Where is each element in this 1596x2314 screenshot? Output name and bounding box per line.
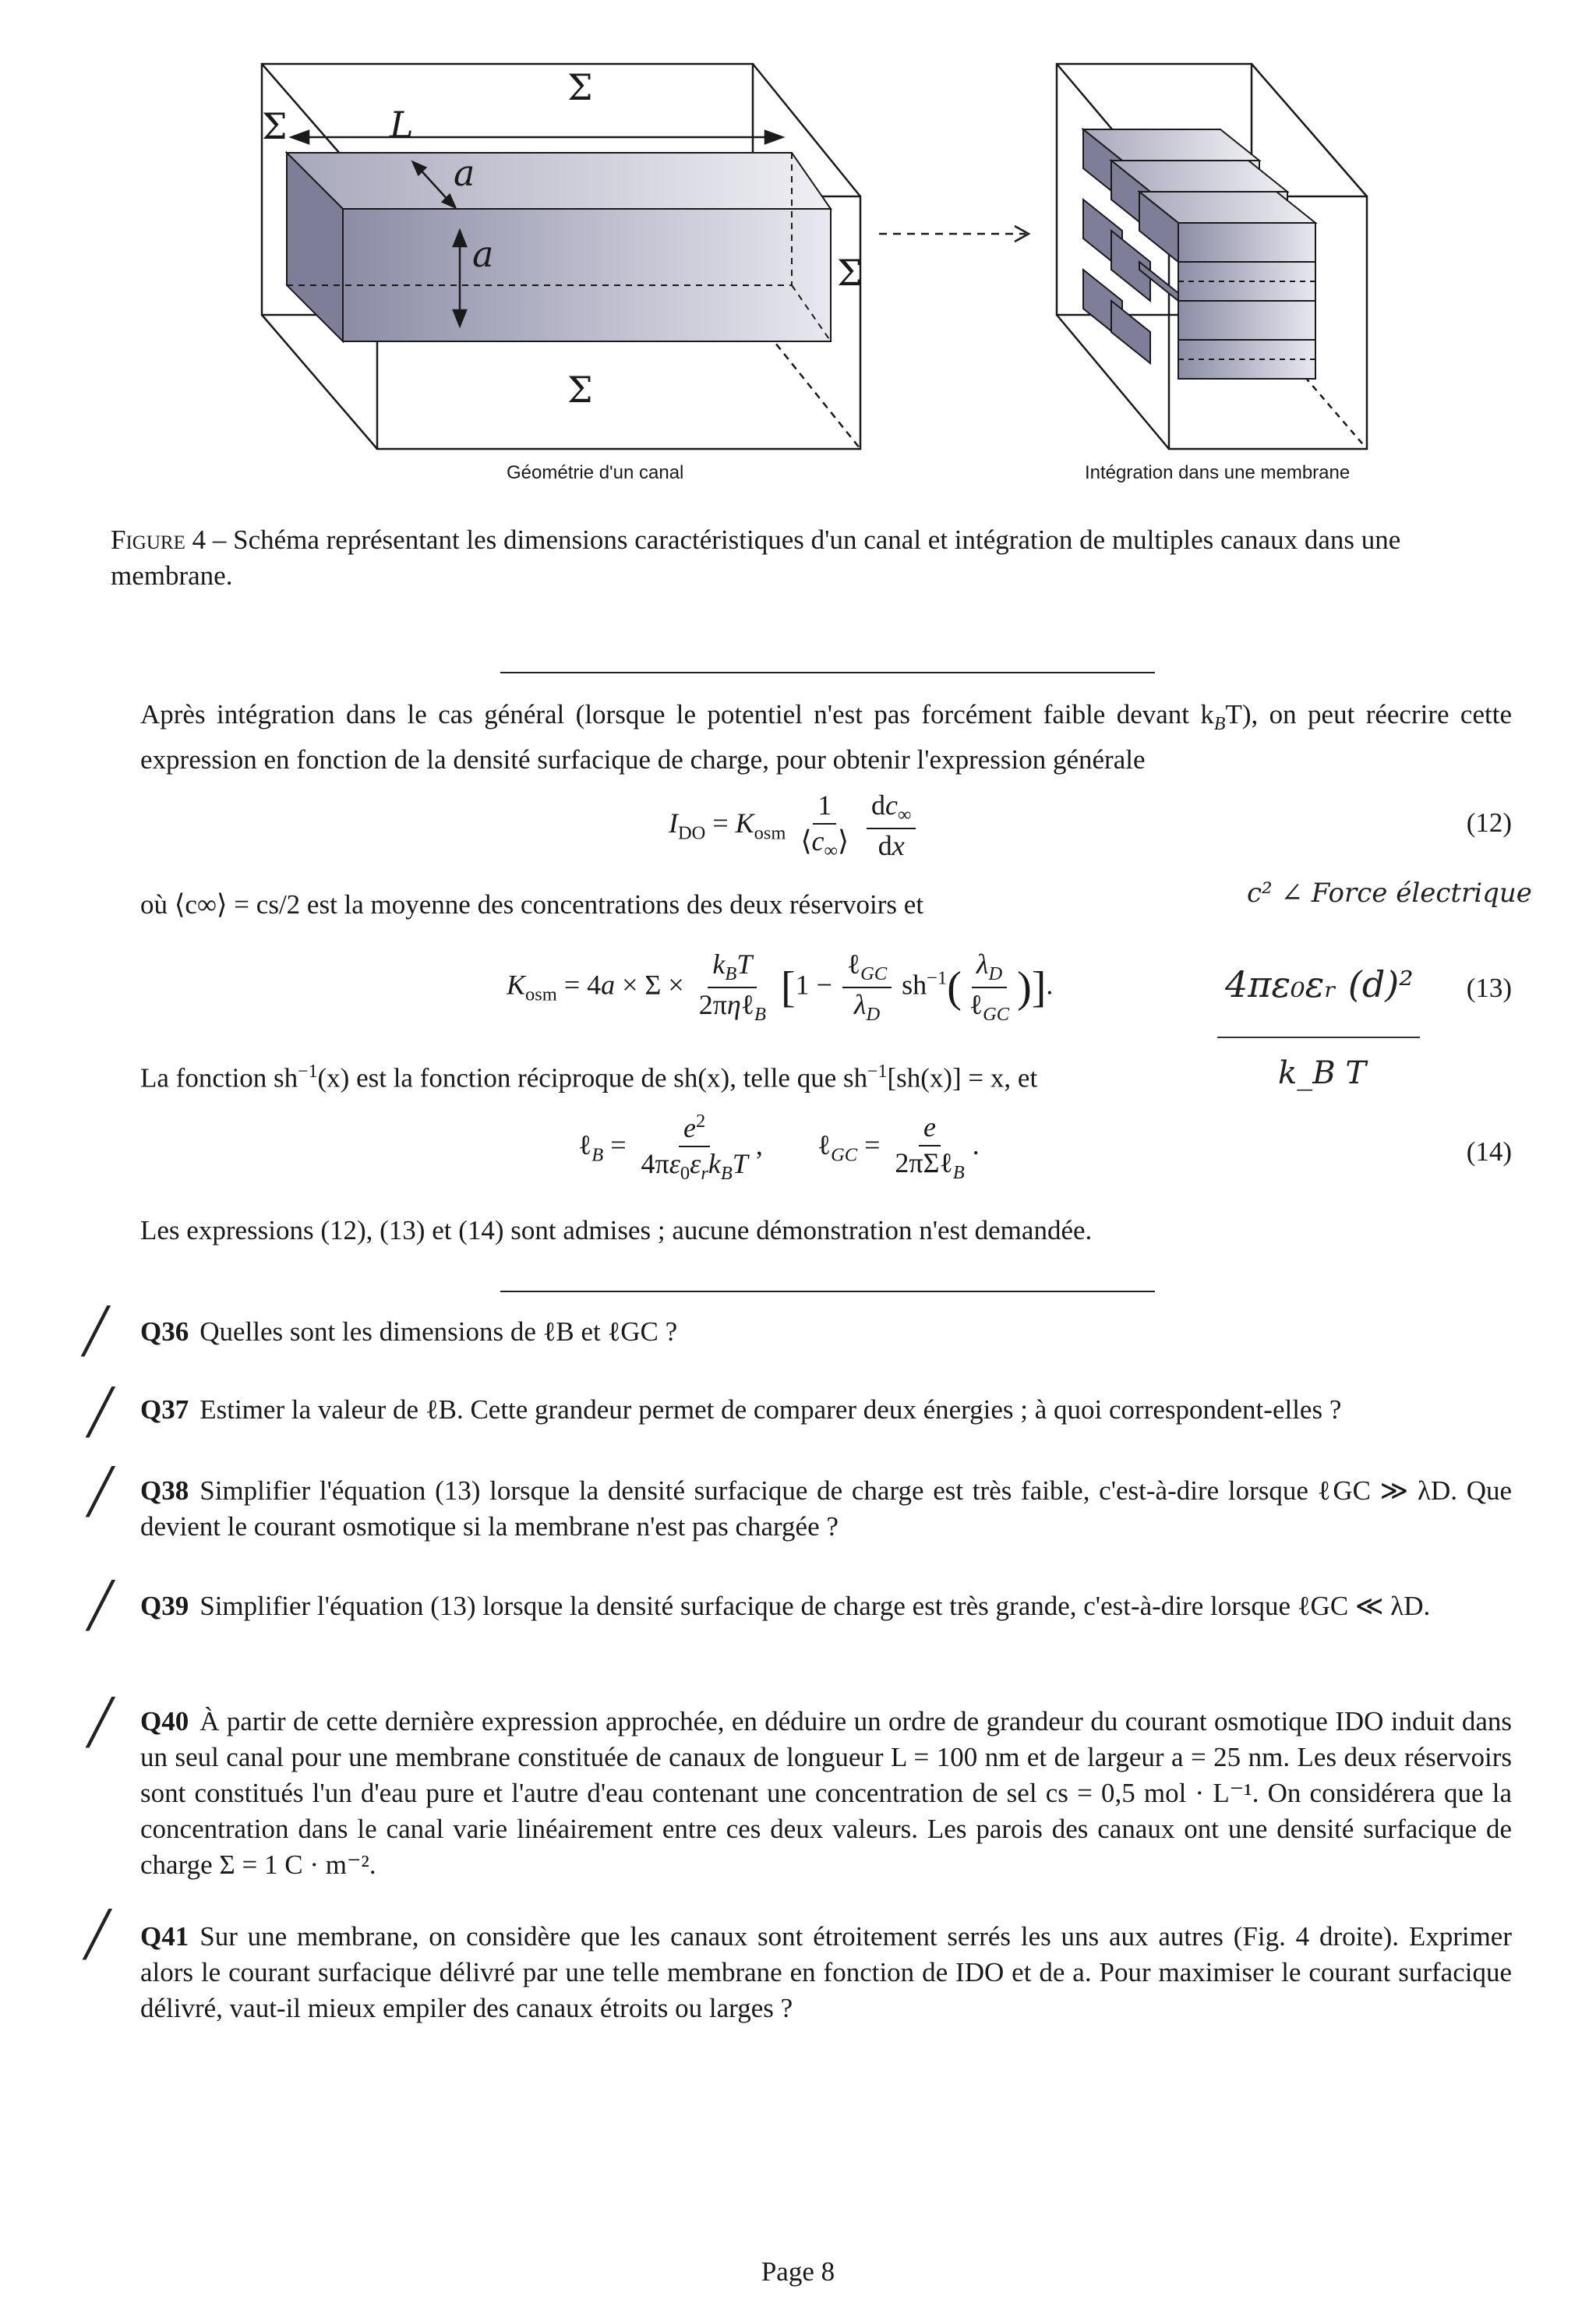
question-id: Q39 bbox=[140, 1591, 189, 1621]
separator-bottom bbox=[500, 1291, 1155, 1292]
question-q36 bbox=[140, 1314, 1512, 1350]
check-mark-q40: ╱ bbox=[87, 1698, 114, 1748]
question-id: Q40 bbox=[140, 1706, 189, 1736]
length-arrow bbox=[291, 131, 782, 143]
equation-13-number: (13) bbox=[1466, 973, 1512, 1003]
question-id: Q36 bbox=[140, 1316, 189, 1347]
sh-definition-line: La fonction $sh^{-1}(x)$ est la fonction réciproque de sh(x), telle que $sh^{-1}[sh(x)] = x$, et bbox=[140, 1062, 1038, 1093]
stacked-channels bbox=[1083, 129, 1315, 379]
equation-14: ℓ$_B$ = $\frac{e^2}{4\pi\varepsilon_0\varepsilon_rk_BT}$ , ℓ$_{GC}$ = $\frac{e}{2\pi\Sigma\ell_B}$ . bbox=[578, 1111, 980, 1184]
intro-paragraph: Après intégration dans le cas général (lorsque le potentiel n'est pas forcément faible devant $k_BT$), on peut réecrire cette expression en fonction de la densité surfacique de charge, pour obtenir l'expression générale bbox=[140, 699, 1512, 775]
question-text: Estimer la valeur de ℓB. Cette grandeur permet de comparer deux énergies ; à quoi correspondent-elles ? bbox=[200, 1394, 1342, 1425]
question-text: Sur une membrane, on considère que les canaux sont étroitement serrés les uns aux autres (Fig. 4 droite). Exprimer alors le courant surfacique délivré par une telle membrane en fonction de IDO et de a. Pour maximiser le courant surfacique délivré, vaut-il mieux empiler des canaux étroits ou larges ? bbox=[140, 1921, 1512, 2023]
handwritten-note-top: c² ∠ Force électrique bbox=[1247, 878, 1532, 909]
handwritten-note-mid: 4πε₀εᵣ (d)² bbox=[1225, 963, 1414, 1005]
sigma-label-top: Σ bbox=[567, 66, 593, 108]
question-text: Simplifier l'équation (13) lorsque la densité surfacique de charge est très grande, c'est-à-dire lorsque ℓGC ≪ λD. bbox=[200, 1591, 1431, 1621]
question-id: Q37 bbox=[140, 1394, 189, 1425]
handwritten-fraction-bar bbox=[1217, 1037, 1420, 1038]
channel-prism bbox=[287, 153, 831, 341]
sh-line-b: (x) est la fonction réciproque de sh(x), telle que sh bbox=[317, 1062, 868, 1093]
figure-caption-text: – Schéma représentant les dimensions caractéristiques d'un canal et intégration de multiples canaux dans une membrane. bbox=[111, 525, 1401, 591]
sh-line-a: La fonction sh bbox=[140, 1062, 298, 1093]
intro-tail: T), on peut réecrire cette expression en fonction de la densité surfacique de charge, pour obtenir l'expression générale bbox=[140, 699, 1512, 775]
question-q37 bbox=[140, 1392, 1512, 1428]
width-label-vert: a bbox=[472, 233, 494, 275]
question-q39 bbox=[140, 1588, 1512, 1624]
figure-4-schematic bbox=[0, 0, 1596, 499]
check-mark-q37: ╱ bbox=[87, 1387, 114, 1438]
question-text: Simplifier l'équation (13) lorsque la densité surfacique de charge est très faible, c'est-à-dire lorsque ℓGC ≫ λD. Que devient le courant osmotique si la membrane n'est pas chargée ? bbox=[140, 1475, 1512, 1542]
handwritten-note-bottom: k_B T bbox=[1278, 1055, 1367, 1091]
sigma-label-left: Σ bbox=[262, 105, 288, 147]
equation-12: $I_{DO} = K_{osm}$ $\frac{1}{⟨c_\infty⟩}$ $\frac{dc_\infty}{dx}$ bbox=[669, 790, 919, 862]
equation-14-number: (14) bbox=[1466, 1136, 1512, 1167]
figure-caption-label: Figure 4 bbox=[111, 525, 207, 555]
right-panel-caption: Intégration dans une membrane bbox=[1085, 462, 1351, 483]
question-text: Quelles sont les dimensions de ℓB et ℓGC ? bbox=[200, 1316, 678, 1347]
width-label-diag: a bbox=[454, 152, 475, 194]
length-label: L bbox=[390, 104, 414, 146]
question-text: À partir de cette dernière expression approchée, en déduire un ordre de grandeur du courant osmotique IDO induit dans un seul canal pour une membrane constituée de canaux de longueur L = 100 nm et de largeur a = 25 nm. Les deux réservoirs sont constitués l'un d'eau pure et l'autre d'eau contenant une concentration de sel cs = 0,5 mol · L⁻¹. On considérera que la concentration dans le canal varie linéairement entre ces deux valeurs. Les parois des canaux ont une densité surfacique de charge Σ = 1 C · m⁻². bbox=[140, 1706, 1512, 1880]
check-mark-q36: ╱ bbox=[83, 1306, 109, 1357]
sh-line-c: [sh(x)] = x, et bbox=[887, 1062, 1038, 1093]
question-q41 bbox=[140, 1919, 1512, 2026]
question-q38 bbox=[140, 1473, 1512, 1545]
check-mark-q39: ╱ bbox=[87, 1581, 114, 1631]
where-line: où ⟨c∞⟩ = cs/2 est la moyenne des concentrations des deux réservoirs et bbox=[140, 889, 924, 920]
page-number: Page 8 bbox=[761, 2256, 835, 2287]
intro-text: Après intégration dans le cas général (lorsque le potentiel n'est pas forcément faible devant k bbox=[140, 699, 1214, 730]
equation-12-number: (12) bbox=[1466, 807, 1512, 838]
check-mark-q41: ╱ bbox=[84, 1909, 111, 1960]
question-id: Q41 bbox=[140, 1921, 189, 1952]
check-mark-q38: ╱ bbox=[87, 1467, 114, 1517]
admitted-statement: Les expressions (12), (13) et (14) sont admises ; aucune démonstration n'est demandée. bbox=[140, 1215, 1093, 1245]
left-panel-caption: Géométrie d'un canal bbox=[507, 462, 684, 483]
question-q40 bbox=[140, 1704, 1512, 1883]
equation-13: $K_{osm} = 4a \times \Sigma$ × $\frac{k_BT}{2\pi\eta\ell_B}$ [1 − $\frac{\ell_{GC}}{\lambda_D}$ $sh^{-1}$( $\frac{\lambda_D}{\ell_{GC}}$ )]. bbox=[507, 949, 1054, 1026]
separator-top bbox=[500, 672, 1155, 673]
question-id: Q38 bbox=[140, 1475, 189, 1506]
panel-transition-arrow bbox=[879, 226, 1029, 242]
figure-caption bbox=[111, 522, 1513, 594]
sigma-label-right: Σ bbox=[837, 252, 863, 294]
sigma-label-bottom: Σ bbox=[567, 369, 593, 411]
